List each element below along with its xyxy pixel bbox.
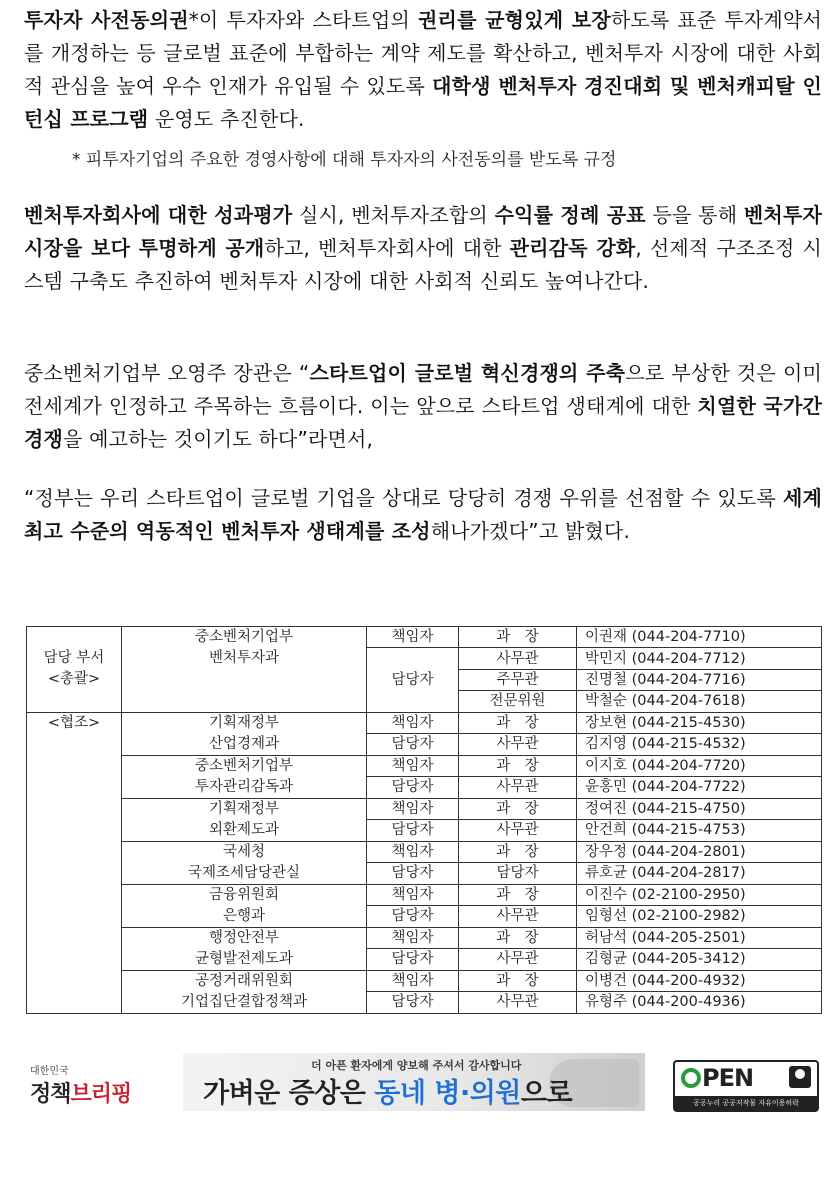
contact-role: 책임자 (367, 970, 459, 992)
logo-small-text: 대한민국 (30, 1066, 69, 1077)
dept-cell: 행정안전부 균형발전제도과 (122, 927, 367, 970)
contact-name-phone: 이진수 (02-2100-2950) (577, 884, 822, 906)
bold-phrase: 스타트업이 글로벌 혁신경쟁의 주축 (309, 361, 626, 385)
text-run: 운영도 추진한다. (148, 107, 305, 131)
contact-name-phone: 박민지 (044-204-7712) (577, 648, 822, 669)
dept-cell: 중소벤처기업부 벤처투자과 (122, 627, 367, 713)
paragraph-2 (24, 199, 822, 298)
text-run: 해나가겠다”고 밝혔다. (430, 519, 631, 543)
contact-role: 책임자 (367, 755, 459, 777)
text-run: 하고, 벤처투자회사에 대한 (264, 236, 510, 260)
text-run: 으로 부상한 것은 이미 전세계가 인정하고 주목하는 흐름이다. 이는 앞으로 스타트업 생태계에 대한 (24, 361, 823, 418)
contact-role: 담당자 (367, 648, 459, 712)
contact-name-phone: 장우정 (044-204-2801) (577, 841, 822, 863)
logo-text-b: 브리핑 (70, 1082, 132, 1107)
contact-role: 책임자 (367, 927, 459, 949)
contact-name-phone: 허남석 (044-205-2501) (577, 927, 822, 949)
bold-phrase: 벤처투자 시장을 보다 투명하게 공개 (24, 203, 822, 260)
dept-cell: 공정거래위원회 기업집단결합정책과 (122, 970, 367, 1013)
contact-name-phone: 안건희 (044-215-4753) (577, 820, 822, 842)
table-row (27, 712, 822, 734)
kogl-open-logo[interactable] (673, 1060, 819, 1112)
contact-title: 사무관 (459, 734, 577, 756)
policy-briefing-logo[interactable] (30, 1062, 140, 1112)
bold-phrase: 관리감독 강화 (509, 236, 636, 260)
text-run: *이 투자자와 스타트업의 (188, 8, 419, 32)
banner-title: 가벼운 증상은 동네 병·의원으로 (203, 1078, 573, 1109)
text-run: 을 예고하는 것이기도 하다”라면서, (63, 427, 374, 451)
contact-role: 담당자 (367, 863, 459, 885)
dept-cell: 국세청 국제조세담당관실 (122, 841, 367, 884)
contact-role: 책임자 (367, 627, 459, 648)
table-row (27, 798, 822, 820)
contact-table (26, 626, 822, 1014)
contact-title: 과 장 (459, 712, 577, 734)
person-icon (789, 1066, 811, 1088)
logo-text-a: 정책 (30, 1082, 71, 1107)
contact-title: 사무관 (459, 906, 577, 928)
paragraph-4 (24, 482, 822, 548)
paragraph-3 (24, 357, 822, 456)
table-row (27, 755, 822, 777)
text-run: 등을 통해 (645, 203, 744, 227)
dept-cell: 기획재정부 외환제도과 (122, 798, 367, 841)
contact-name-phone: 유형주 (044-200-4936) (577, 992, 822, 1014)
text-run: 하도록 표준 투자계약서를 개정하는 등 글로벌 표준에 부합하는 계약 제도를 확산하고, 벤처투자 시장에 대한 사회적 관심을 높여 우수 인재가 유입될 수 있도록 (24, 8, 822, 98)
contact-title: 과 장 (459, 841, 577, 863)
contact-name-phone: 박철순 (044-204-7618) (577, 691, 822, 712)
contact-role: 담당자 (367, 734, 459, 756)
contact-title: 사무관 (459, 992, 577, 1014)
contact-name-phone: 정여진 (044-215-4750) (577, 798, 822, 820)
contact-role: 담당자 (367, 820, 459, 842)
contact-role: 책임자 (367, 884, 459, 906)
group-label-coop: <협조> (27, 712, 122, 1013)
contact-title: 과 장 (459, 755, 577, 777)
text-run: , 선제적 구조조정 시스템 구축도 추진하여 벤처투자 시장에 대한 사회적 신뢰도 높여나간다. (24, 236, 822, 293)
dept-cell: 중소벤처기업부 투자관리감독과 (122, 755, 367, 798)
bold-phrase: 벤처투자회사에 대한 성과평가 (24, 203, 293, 227)
open-text: PEN (681, 1064, 753, 1092)
table-row (27, 627, 822, 648)
banner-subtitle: 더 아픈 환자에게 양보해 주셔서 감사합니다 (311, 1059, 522, 1072)
contact-name-phone: 류호균 (044-204-2817) (577, 863, 822, 885)
contact-role: 담당자 (367, 949, 459, 971)
contact-role: 담당자 (367, 992, 459, 1014)
group-label-general: 담당 부서 <총괄> (27, 627, 122, 713)
dept-cell: 기획재정부 산업경제과 (122, 712, 367, 755)
contact-title: 과 장 (459, 798, 577, 820)
contact-role: 담당자 (367, 777, 459, 799)
contact-name-phone: 진명철 (044-204-7716) (577, 669, 822, 690)
contact-title: 담당자 (459, 863, 577, 885)
contact-title: 주무관 (459, 669, 577, 690)
bold-phrase: 투자자 사전동의권 (24, 8, 189, 32)
contact-role: 책임자 (367, 798, 459, 820)
footer (0, 1050, 839, 1120)
contact-name-phone: 이지호 (044-204-7720) (577, 755, 822, 777)
bold-phrase: 치열한 국가간 경쟁 (24, 394, 822, 451)
bold-phrase: 권리를 균형있게 보장 (418, 8, 611, 32)
text-run: “정부는 우리 스타트업이 글로벌 기업을 상대로 당당히 경쟁 우위를 선점할 수 있도록 (24, 486, 783, 510)
paragraph-1 (24, 4, 822, 136)
contact-name-phone: 임형선 (02-2100-2982) (577, 906, 822, 928)
contact-role: 담당자 (367, 906, 459, 928)
open-caption: 공공누리 공공저작물 자유이용허락 (675, 1096, 817, 1110)
contact-title: 사무관 (459, 777, 577, 799)
contact-title: 과 장 (459, 627, 577, 648)
table-row (27, 970, 822, 992)
open-circle-icon (681, 1068, 701, 1088)
contact-title: 과 장 (459, 884, 577, 906)
contact-title: 과 장 (459, 927, 577, 949)
contact-title: 전문위원 (459, 691, 577, 712)
table-row (27, 884, 822, 906)
contact-title: 사무관 (459, 820, 577, 842)
contact-role: 책임자 (367, 712, 459, 734)
contact-title: 사무관 (459, 648, 577, 669)
contact-role: 책임자 (367, 841, 459, 863)
bold-phrase: 대학생 벤처투자 경진대회 및 벤처캐피탈 인턴십 프로그램 (24, 74, 822, 131)
contact-name-phone: 김형균 (044-205-3412) (577, 949, 822, 971)
campaign-banner[interactable] (183, 1053, 645, 1111)
text-run: 중소벤처기업부 오영주 장관은 “ (24, 361, 310, 385)
footnote: * 피투자기업의 주요한 경영사항에 대해 투자자의 사전동의를 받도록 규정 (72, 150, 617, 170)
contact-name-phone: 윤홍민 (044-204-7722) (577, 777, 822, 799)
contact-name-phone: 김지영 (044-215-4532) (577, 734, 822, 756)
contact-name-phone: 이권재 (044-204-7710) (577, 627, 822, 648)
contact-name-phone: 이병건 (044-200-4932) (577, 970, 822, 992)
bold-phrase: 세계 최고 수준의 역동적인 벤처투자 생태계를 조성 (24, 486, 822, 543)
table-row (27, 927, 822, 949)
contact-name-phone: 장보현 (044-215-4530) (577, 712, 822, 734)
contact-title: 과 장 (459, 970, 577, 992)
bold-phrase: 수익률 정례 공표 (494, 203, 646, 227)
contact-title: 사무관 (459, 949, 577, 971)
text-run: 실시, 벤처투자조합의 (292, 203, 495, 227)
dept-cell: 금융위원회 은행과 (122, 884, 367, 927)
table-row (27, 841, 822, 863)
